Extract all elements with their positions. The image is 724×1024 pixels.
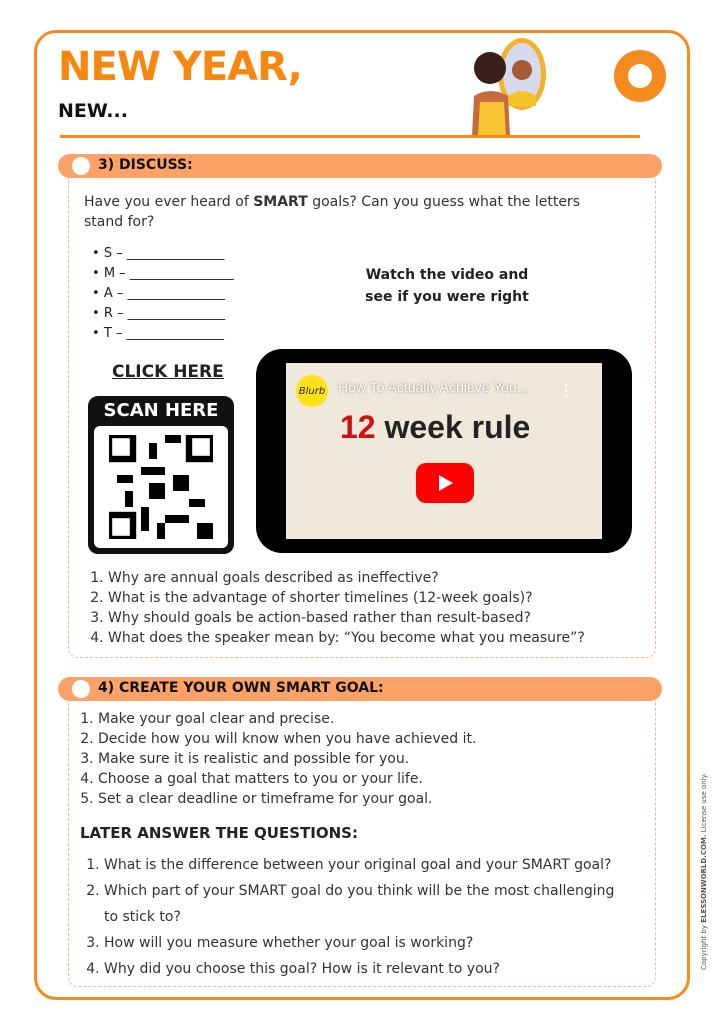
page-title: NEW YEAR, — [58, 44, 302, 90]
list-item: 1. Make your goal clear and precise. — [98, 709, 476, 729]
list-item: 5. Set a clear deadline or timeframe for your goal. — [98, 789, 476, 809]
channel-avatar[interactable]: Blurb — [296, 375, 328, 407]
click-here-link[interactable]: CLICK HERE — [112, 362, 224, 382]
more-options-icon[interactable]: ⋮ — [558, 381, 574, 400]
thumbnail-text: 12 week rule — [340, 409, 531, 445]
divider — [60, 135, 640, 138]
list-item: 3. How will you measure whether your goal is working? — [104, 930, 632, 956]
qr-code[interactable] — [94, 426, 228, 548]
list-item: 4. Why did you choose this goal? How is it relevant to you? — [104, 956, 632, 982]
smart-intro: Have you ever heard of SMART goals? Can you guess what the letters stand for? — [84, 194, 580, 230]
list-item: 1. Why are annual goals described as ineffective? — [108, 568, 585, 588]
list-item: 3. Why should goals be action-based rather than result-based? — [108, 608, 585, 628]
copyright-note: Copyright by ELESSONWORLD.COM. License use only. — [700, 772, 708, 970]
video-player[interactable] — [256, 349, 632, 553]
later-questions — [82, 852, 632, 982]
list-item: • M – ________________ — [92, 264, 234, 284]
section-label: 4) CREATE YOUR OWN SMART GOAL: — [98, 680, 384, 696]
page-subtitle: NEW... — [58, 100, 128, 122]
section-3-header — [58, 154, 662, 178]
watch-video-text: Watch the video and see if you were right — [365, 267, 529, 305]
list-item: • A – _______________ — [92, 284, 234, 304]
list-item: • T – _______________ — [92, 324, 234, 344]
woman-mirror-illustration — [450, 36, 550, 136]
list-item: • S – _______________ — [92, 244, 234, 264]
list-item: 2. What is the advantage of shorter timelines (12-week goals)? — [108, 588, 585, 608]
list-item: 2. Which part of your SMART goal do you think will be the most challenging to stick to? — [104, 878, 632, 930]
list-item: 4. Choose a goal that matters to you or your life. — [98, 769, 476, 789]
list-item: • R – _______________ — [92, 304, 234, 324]
video-title[interactable]: How To Actually Achieve You... — [338, 379, 529, 395]
list-item: 1. What is the difference between your original goal and your SMART goal? — [104, 852, 632, 878]
scan-here-label: SCAN HERE — [103, 400, 219, 421]
qr-code-card[interactable] — [88, 396, 234, 554]
list-item: 2. Decide how you will know when you have achieved it. — [98, 729, 476, 749]
elessonworld-logo — [614, 50, 666, 102]
discussion-questions — [86, 568, 585, 648]
later-heading: LATER ANSWER THE QUESTIONS: — [80, 824, 358, 842]
video-thumbnail[interactable] — [286, 363, 602, 539]
smart-blanks-list — [92, 244, 234, 344]
list-item: 3. Make sure it is realistic and possible for you. — [98, 749, 476, 769]
qr-code-icon — [109, 435, 213, 539]
smart-goal-steps — [76, 709, 476, 809]
section-4-header — [58, 677, 662, 701]
list-item: 4. What does the speaker mean by: “You become what you measure”? — [108, 628, 585, 648]
section-label: 3) DISCUSS: — [98, 157, 193, 173]
play-button-icon[interactable] — [416, 463, 474, 503]
